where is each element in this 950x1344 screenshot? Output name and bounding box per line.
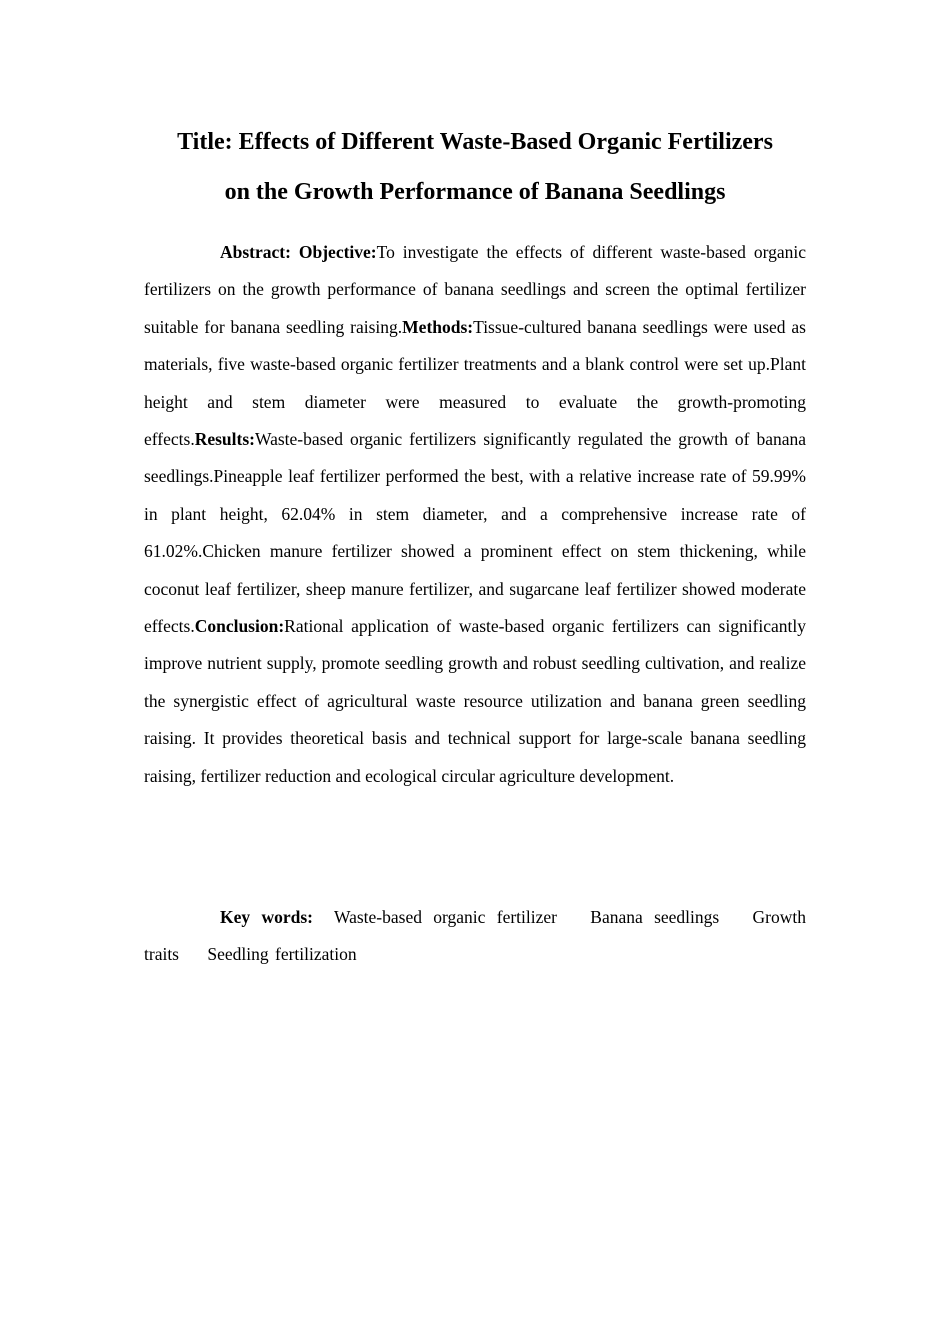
- conclusion-text: Rational application of waste-based organic fertilizers can significantly improve nutrient supply, promote seedling growth and robust seedling cultivation, and realize the synergistic effect of agricultural waste resource utilization and banana green seedling raising. It provides theoretical basis and technical support for large-scale banana seedling raising, fertilizer reduction and ecological circular agriculture development.: [144, 616, 806, 786]
- results-text: Waste-based organic fertilizers significantly regulated the growth of banana seedlings.Pineapple leaf fertilizer performed the best, with a relative increase rate of 59.99% in plant height, 62.04% in stem diameter, and a comprehensive increase rate of 61.02%.Chicken manure fertilizer showed a prominent effect on stem thickening, while coconut leaf fertilizer, sheep manure fertilizer, and sugarcane leaf fertilizer showed moderate effects.: [144, 429, 806, 637]
- paper-title-line-2: on the Growth Performance of Banana Seedlings: [224, 179, 726, 205]
- results-label: Results:: [194, 429, 255, 450]
- keyword-item: Banana seedlings: [590, 907, 720, 927]
- conclusion-label: Conclusion:: [194, 616, 285, 637]
- paper-title: [120, 117, 830, 217]
- keyword-item: Waste-based organic fertilizer: [333, 907, 557, 927]
- abstract-label: Abstract:: [220, 242, 299, 262]
- objective-text: To investigate the effects of different waste-based organic fertilizers on the growth performance of banana seedlings and screen the optimal fertilizer suitable for banana seedling raising.: [144, 242, 806, 337]
- methods-label: Methods:: [402, 316, 474, 337]
- keyword-item: Growth traits: [144, 907, 806, 965]
- methods-text: Tissue-cultured banana seedlings were used as materials, five waste-based organic fertilizer treatments and a blank control were set up.Plant height and stem diameter were measured to evaluate the growth-promoting effects.: [144, 316, 806, 450]
- keyword-item: Seedling fertilization: [207, 944, 357, 965]
- abstract-paragraph: [144, 234, 806, 795]
- keywords-label: Key words:: [220, 907, 313, 927]
- keywords-paragraph: [144, 899, 806, 974]
- paper-title-line-1: Title: Effects of Different Waste-Based Organic Fertilizers: [177, 129, 773, 155]
- objective-label: Objective:: [298, 242, 377, 262]
